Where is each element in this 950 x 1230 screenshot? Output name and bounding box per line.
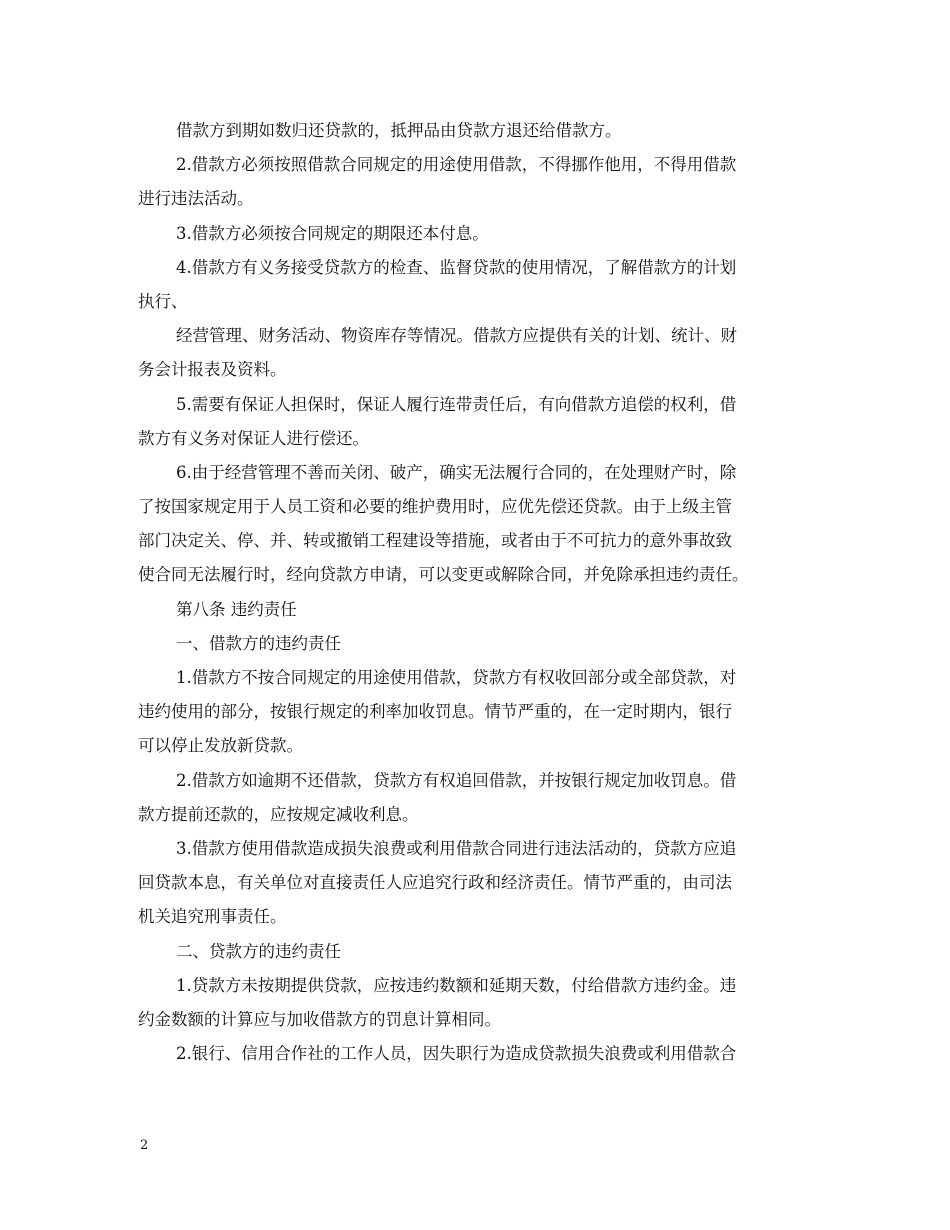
text-line: 2.银行、信用合作社的工作人员，因失职行为造成贷款损失浪费或利用借款合 <box>176 1044 737 1064</box>
text-line: 进行违法活动。 <box>138 189 254 209</box>
text-line: 回贷款本息，有关单位对直接责任人应追究行政和经济责任。情节严重的，由司法 <box>138 873 732 893</box>
text-line: 二、贷款方的违约责任 <box>176 941 341 961</box>
text-line: 执行、 <box>138 291 188 311</box>
text-line: 约金数额的计算应与加收借款方的罚息计算相同。 <box>138 1009 501 1029</box>
text-line: 5.需要有保证人担保时，保证人履行连带责任后，有向借款方追偿的权利，借 <box>176 394 737 414</box>
text-line: 4.借款方有义务接受贷款方的检查、监督贷款的使用情况，了解借款方的计划 <box>176 257 737 277</box>
text-line: 部门决定关、停、并、转或撤销工程建设等措施，或者由于不可抗力的意外事故致 <box>138 531 732 551</box>
text-line: 6.由于经营管理不善而关闭、破产，确实无法履行合同的，在处理财产时，除 <box>176 462 737 482</box>
text-line: 1.贷款方未按期提供贷款，应按违约数额和延期天数，付给借款方违约金。违 <box>176 975 737 995</box>
page-number: 2 <box>140 1138 149 1153</box>
text-line: 机关追究刑事责任。 <box>138 907 287 927</box>
text-line: 3.借款方必须按合同规定的期限还本付息。 <box>176 223 489 243</box>
document-body <box>138 114 818 1071</box>
text-line: 借款方到期如数归还贷款的，抵押品由贷款方退还给借款方。 <box>176 121 622 140</box>
text-line: 违约使用的部分，按银行规定的利率加收罚息。情节严重的，在一定时期内，银行 <box>138 702 732 722</box>
text-line: 2.借款方必须按照借款合同规定的用途使用借款，不得挪作他用，不得用借款 <box>176 155 737 175</box>
text-line: 使合同无法履行时，经向贷款方申请，可以变更或解除合同，并免除承担违约责任。 <box>138 565 749 585</box>
text-line: 经营管理、财务活动、物资库存等情况。借款方应提供有关的计划、统计、财 <box>176 326 737 346</box>
text-line: 款方提前还款的，应按规定减收利息。 <box>138 804 419 824</box>
text-line: 一、借款方的违约责任 <box>176 633 341 653</box>
text-line: 可以停止发放新贷款。 <box>138 736 303 756</box>
text-line: 了按国家规定用于人员工资和必要的维护费用时，应优先偿还贷款。由于上级主管 <box>138 497 732 517</box>
text-line: 3.借款方使用借款造成损失浪费或利用借款合同进行违法活动的，贷款方应追 <box>176 838 737 858</box>
text-line: 务会计报表及资料。 <box>138 360 287 380</box>
text-line: 第八条 违约责任 <box>176 599 297 619</box>
text-line: 2.借款方如逾期不还借款，贷款方有权追回借款，并按银行规定加收罚息。借 <box>176 770 737 790</box>
text-line: 1.借款方不按合同规定的用途使用借款，贷款方有权收回部分或全部贷款，对 <box>176 668 737 687</box>
text-line: 款方有义务对保证人进行偿还。 <box>138 428 369 448</box>
